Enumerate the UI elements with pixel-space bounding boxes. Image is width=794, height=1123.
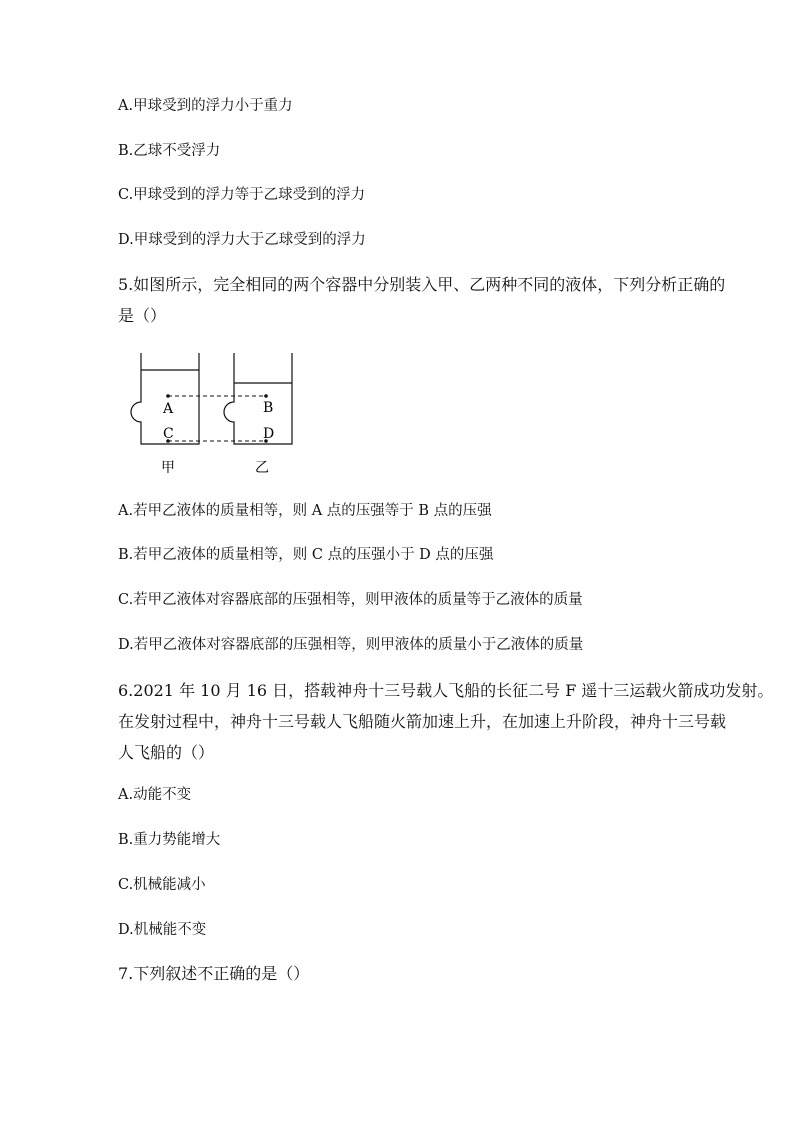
point-a-dot — [166, 394, 170, 398]
q4-option-b: B.乙球不受浮力 — [118, 143, 221, 159]
container-right-label: 乙 — [255, 460, 269, 476]
q4-option-c: C.甲球受到的浮力等于乙球受到的浮力 — [118, 187, 366, 203]
point-c-label: C — [163, 426, 174, 442]
q5-stem-line1: 5.如图所示，完全相同的两个容器中分别装入甲、乙两种不同的液体，下列分析正确的 — [118, 275, 726, 294]
point-d-label: D — [263, 426, 275, 442]
container-right-outline — [224, 353, 292, 444]
q5-option-d: D.若甲乙液体对容器底部的压强相等，则甲液体的质量小于乙液体的质量 — [118, 637, 584, 653]
q5-stem-line2: 是（） — [118, 306, 167, 325]
q6-stem-line2: 在发射过程中，神舟十三号载人飞船随火箭加速上升，在加速上升阶段，神舟十三号载 — [118, 712, 727, 731]
q5-option-b: B.若甲乙液体的质量相等，则 C 点的压强小于 D 点的压强 — [118, 547, 494, 563]
q7-stem: 7.下列叙述不正确的是（） — [118, 964, 310, 983]
q6-option-d: D.机械能不变 — [118, 922, 207, 938]
q4-option-a: A.甲球受到的浮力小于重力 — [118, 98, 293, 114]
q4-option-d: D.甲球受到的浮力大于乙球受到的浮力 — [118, 232, 366, 248]
q5-option-c: C.若甲乙液体对容器底部的压强相等，则甲液体的质量等于乙液体的质量 — [118, 592, 583, 608]
q6-option-a: A.动能不变 — [118, 787, 192, 803]
q6-option-b: B.重力势能增大 — [118, 832, 221, 848]
container-left-label: 甲 — [161, 460, 175, 476]
point-b-dot — [264, 394, 268, 398]
q6-stem-line3: 人飞船的（） — [118, 743, 215, 762]
q5-option-a: A.若甲乙液体的质量相等，则 A 点的压强等于 B 点的压强 — [118, 503, 492, 519]
containers-figure — [118, 350, 318, 480]
point-b-label: B — [263, 400, 274, 416]
q6-stem-line1: 6.2021 年 10 月 16 日，搭载神舟十三号载人飞船的长征二号 F 遥十三运载火箭成功发射。 — [118, 681, 774, 700]
point-a-label: A — [163, 401, 174, 417]
q6-option-c: C.机械能减小 — [118, 877, 206, 893]
